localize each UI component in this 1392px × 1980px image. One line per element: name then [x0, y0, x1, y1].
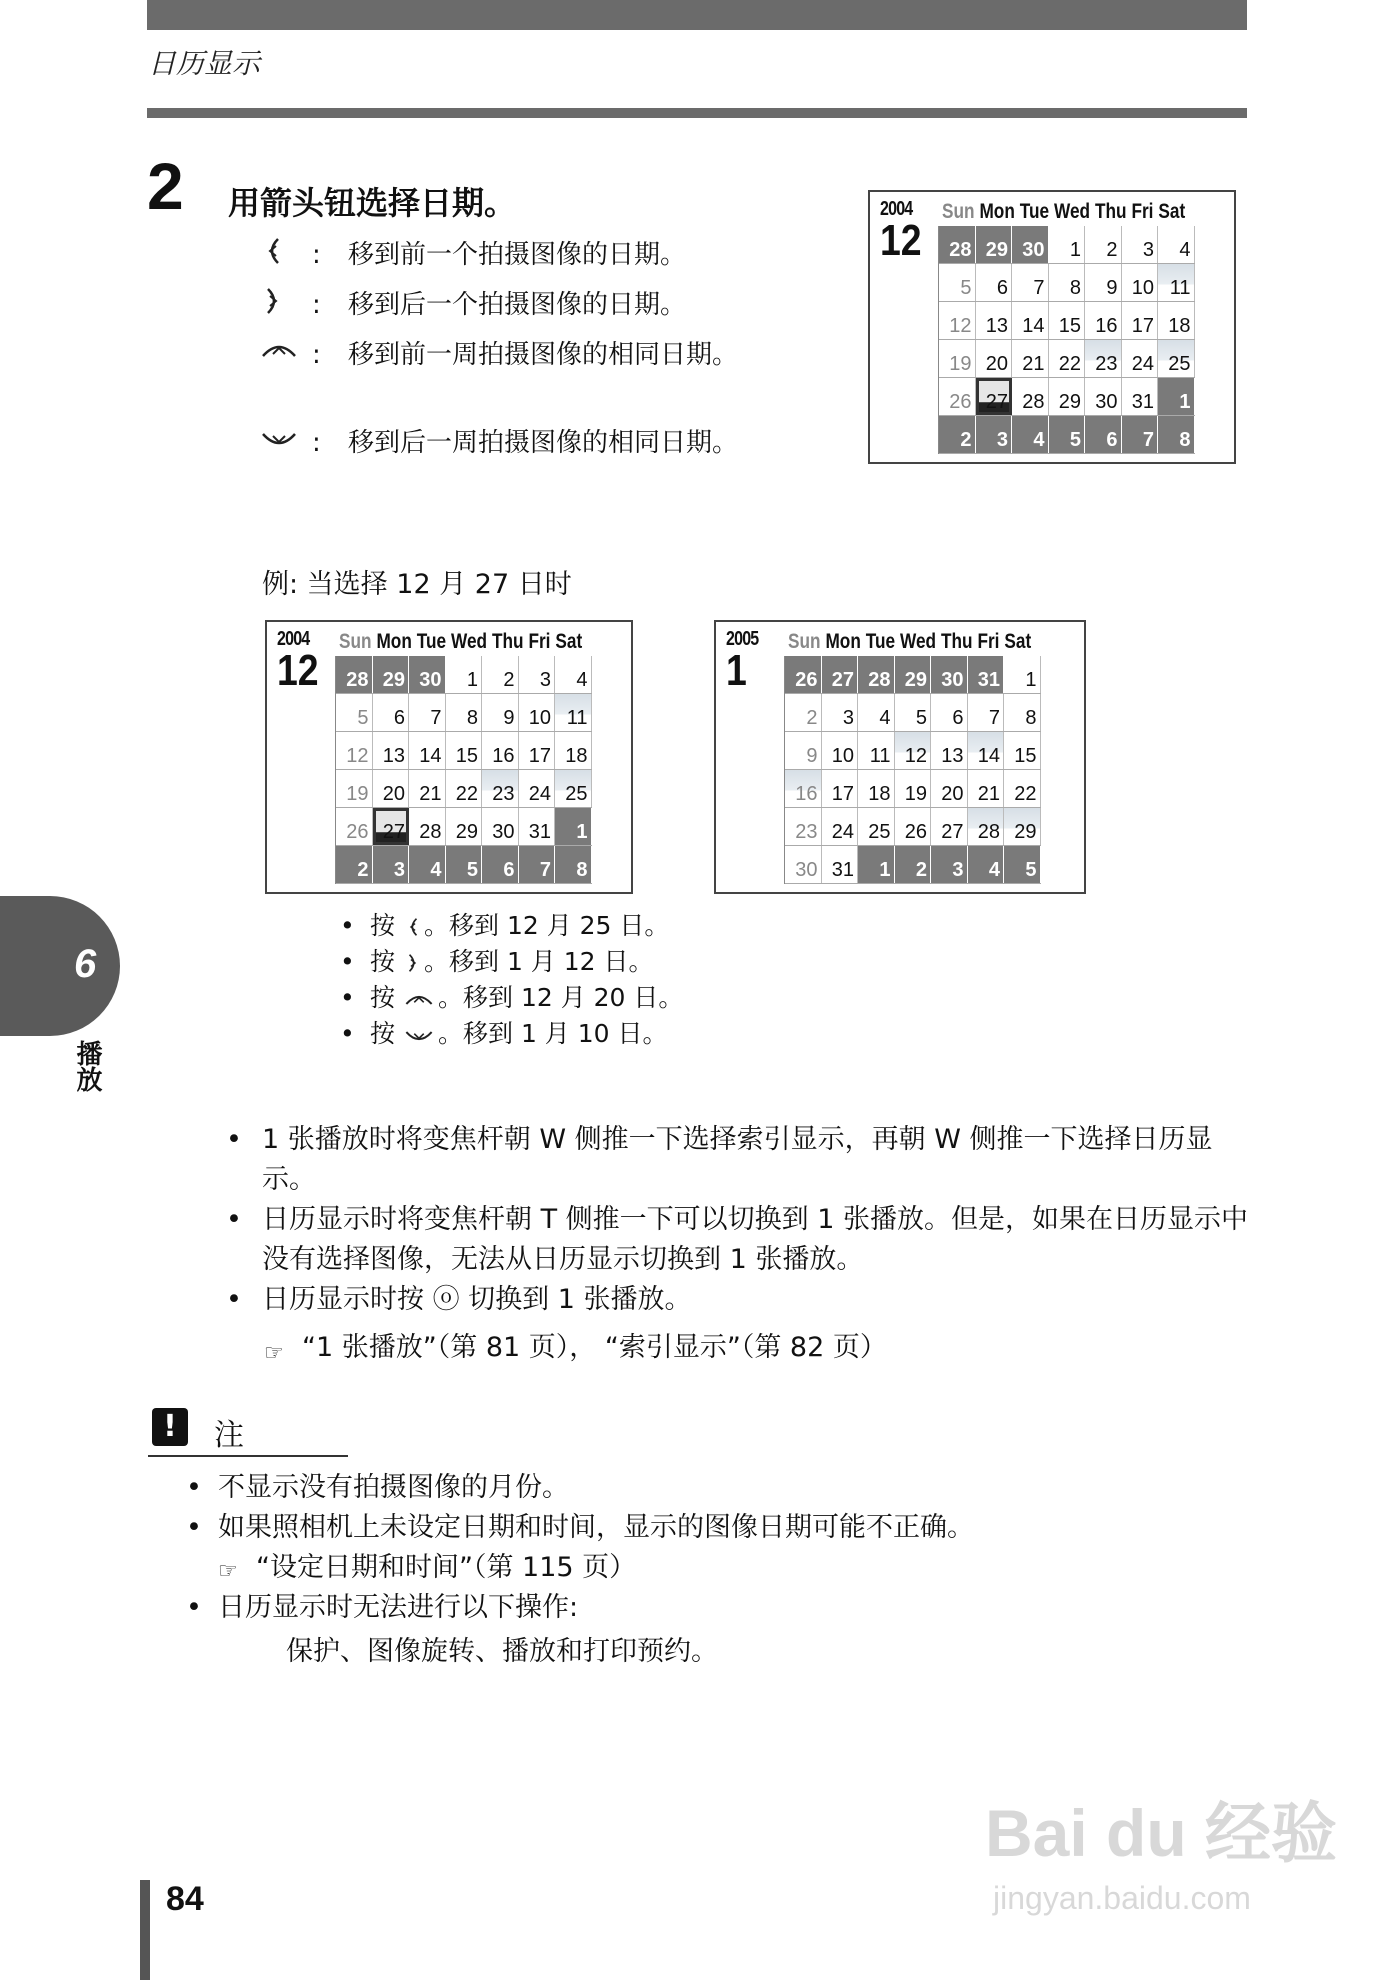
calendar-day-cell[interactable]: 12 [895, 732, 932, 769]
calendar-day-cell[interactable]: 7 [519, 846, 556, 883]
calendar-year: 2004 [880, 198, 913, 220]
calendar-day-cell[interactable]: 29 [895, 656, 932, 693]
list-item: • 1 张播放时将变焦杆朝 W 侧推一下选择索引显示，再朝 W 侧推一下选择日历显示。 [226, 1124, 1213, 1195]
weekday-label: Mon [376, 630, 412, 653]
calendar-day-cell[interactable]: 12 [939, 302, 976, 339]
calendar-week-row [785, 846, 1041, 884]
reference-line [222, 1328, 1252, 1368]
list-item: • 日历显示时将变焦杆朝 T 侧推一下可以切换到 1 张播放。但是，如果在日历显示中没有选择图像，无法从日历显示切换到 1 张播放。 [226, 1204, 1248, 1275]
calendar-day-cell[interactable]: 31 [1122, 378, 1159, 415]
calendar-day-cell[interactable]: 20 [931, 770, 968, 807]
calendar-day-cell[interactable]: 28 [858, 656, 895, 693]
calendar-day-cell[interactable]: 15 [1049, 302, 1086, 339]
calendar-day-cell[interactable]: 25 [858, 808, 895, 845]
calendar-day-cell[interactable]: 29 [373, 656, 410, 693]
calendar-day-cell[interactable]: 9 [1085, 264, 1122, 301]
calendar-day-cell[interactable]: 14 [1012, 302, 1049, 339]
calendar-week-row [785, 656, 1041, 694]
down-arrow-button-icon [404, 1024, 434, 1048]
page-bar [140, 1880, 150, 1980]
calendar-day-cell[interactable]: 21 [409, 770, 446, 807]
calendar-week-row [785, 808, 1041, 846]
calendar-day-cell[interactable]: 23 [785, 808, 822, 845]
calendar-weekday-header [339, 630, 587, 654]
calendar-day-cell[interactable]: 19 [895, 770, 932, 807]
calendar-day-cell[interactable]: 17 [822, 770, 859, 807]
watermark-logo: Bai du 经验 [985, 1796, 1338, 1870]
calendar-week-row [336, 732, 592, 770]
step-title: 用箭头钮选择日期。 [228, 184, 517, 222]
calendar-day-cell[interactable]: 11 [555, 694, 592, 731]
calendar-day-cell[interactable]: 3 [931, 846, 968, 883]
chapter-label: 播放 [72, 1040, 102, 1092]
left-arrow-button-icon [404, 914, 422, 940]
instruction-item: : 移到后一周拍摄图像的相同日期。 [260, 424, 760, 504]
calendar-grid [938, 226, 1195, 454]
calendar-day-cell[interactable]: 22 [1049, 340, 1086, 377]
calendar-day-cell[interactable]: 24 [1122, 340, 1159, 377]
calendar-day-cell[interactable]: 30 [785, 846, 822, 883]
calendar-day-cell[interactable]: 8 [1049, 264, 1086, 301]
calendar-day-cell[interactable]: 3 [1122, 226, 1159, 263]
header-bar [147, 0, 1247, 30]
weekday-label: Sat [1158, 200, 1186, 223]
calendar-day-cell[interactable]: 17 [1122, 302, 1159, 339]
calendar-day-cell[interactable]: 19 [336, 770, 373, 807]
section-title: 日历显示 [148, 47, 261, 80]
calendar-day-cell[interactable]: 5 [939, 264, 976, 301]
calendar-day-cell[interactable]: 10 [519, 694, 556, 731]
weekday-label: Sun [339, 630, 372, 653]
calendar-day-cell[interactable]: 30 [931, 656, 968, 693]
calendar-day-cell[interactable]: 16 [1085, 302, 1122, 339]
weekday-label: Tue [416, 630, 447, 653]
calendar-day-cell[interactable]: 23 [1085, 340, 1122, 377]
page-number: 84 [166, 1880, 204, 1918]
weekday-label: Sun [788, 630, 821, 653]
calendar-day-cell[interactable]: 13 [373, 732, 410, 769]
calendar-grid [335, 656, 592, 884]
weekday-label: Tue [865, 630, 896, 653]
calendar-day-cell[interactable]: 2 [1085, 226, 1122, 263]
calendar-day-cell[interactable]: 29 [1049, 378, 1086, 415]
calendar-day-cell[interactable]: 15 [446, 732, 483, 769]
calendar-day-cell[interactable]: 8 [446, 694, 483, 731]
calendar-day-cell[interactable]: 10 [822, 732, 859, 769]
calendar-day-cell[interactable]: 4 [858, 694, 895, 731]
calendar-day-cell[interactable]: 24 [519, 770, 556, 807]
calendar-day-cell[interactable]: 2 [939, 416, 976, 453]
calendar-day-cell[interactable]: 2 [895, 846, 932, 883]
list-item: • 日历显示时按 ⓞ 切换到 1 张播放。 [226, 1284, 692, 1315]
calendar-day-cell[interactable]: 23 [482, 770, 519, 807]
calendar-day-cell[interactable]: 20 [976, 340, 1013, 377]
calendar-day-cell[interactable]: 16 [482, 732, 519, 769]
calendar-2005-1 [714, 620, 1086, 894]
weekday-label: Fri [977, 630, 1000, 653]
calendar-2004-12-top [868, 190, 1236, 464]
calendar-day-cell[interactable]: 5 [1049, 416, 1086, 453]
example-bullets [340, 908, 840, 1052]
calendar-day-cell[interactable]: 30 [1012, 226, 1049, 263]
calendar-day-cell[interactable]: 31 [968, 656, 1005, 693]
calendar-day-cell[interactable]: 29 [446, 808, 483, 845]
calendar-day-cell[interactable]: 18 [1158, 302, 1195, 339]
tip-text: 日历显示时按 ⓞ 切换到 1 张播放。 [262, 1284, 692, 1315]
tip-text: 日历显示时将变焦杆朝 T 侧推一下可以切换到 1 张播放。但是，如果在日历显示中没有选择图像，无法从日历显示切换到 1 张播放。 [262, 1204, 1248, 1275]
calendar-day-cell[interactable]: 13 [976, 302, 1013, 339]
calendar-day-cell[interactable]: 27 [931, 808, 968, 845]
calendar-day-cell[interactable]: 17 [519, 732, 556, 769]
calendar-week-row [785, 770, 1041, 808]
calendar-day-cell[interactable]: 8 [555, 846, 592, 883]
up-arrow-button-icon [404, 988, 434, 1012]
calendar-day-cell[interactable]: 3 [976, 416, 1013, 453]
calendar-day-cell[interactable]: 20 [373, 770, 410, 807]
calendar-day-cell[interactable]: 6 [931, 694, 968, 731]
warning-icon: ! [152, 1408, 188, 1446]
calendar-week-row [336, 656, 592, 694]
list-item: • 按 。移到 12 月 20 日。 [340, 983, 684, 1012]
calendar-day-cell[interactable]: 11 [858, 732, 895, 769]
calendar-day-cell[interactable]: 6 [1085, 416, 1122, 453]
calendar-day-cell[interactable]: 10 [1122, 264, 1159, 301]
calendar-weekday-header [942, 200, 1190, 224]
calendar-day-cell[interactable]: 27 [976, 378, 1013, 415]
calendar-day-cell[interactable]: 6 [482, 846, 519, 883]
calendar-day-cell[interactable]: 11 [1158, 264, 1195, 301]
calendar-day-cell[interactable]: 15 [1004, 732, 1041, 769]
calendar-day-cell[interactable]: 18 [858, 770, 895, 807]
calendar-day-cell[interactable]: 6 [976, 264, 1013, 301]
right-arrow-button-icon [404, 950, 422, 976]
weekday-label: Thu [491, 630, 524, 653]
calendar-month: 1 [726, 646, 747, 695]
calendar-day-cell[interactable]: 14 [409, 732, 446, 769]
calendar-day-cell[interactable]: 5 [895, 694, 932, 731]
watermark-url: jingyan.baidu.com [993, 1880, 1251, 1916]
calendar-day-cell[interactable]: 16 [785, 770, 822, 807]
right-arrow-button-icon [260, 286, 286, 316]
list-item: • 不显示没有拍摄图像的月份。 [186, 1472, 569, 1503]
chapter-tab [0, 896, 120, 1036]
weekday-label: Wed [1054, 200, 1091, 223]
instruction-item: : 移到前一周拍摄图像的相同日期。 [260, 336, 760, 416]
calendar-day-cell[interactable]: 7 [1012, 264, 1049, 301]
calendar-year: 2005 [726, 628, 759, 650]
instruction-text: 移到后一个拍摄图像的日期。 [348, 290, 687, 320]
calendar-day-cell[interactable]: 28 [409, 808, 446, 845]
instruction-text: 移到前一周拍摄图像的相同日期。 [348, 340, 739, 370]
left-arrow-button-icon [260, 236, 286, 266]
calendar-day-cell[interactable]: 27 [373, 808, 410, 845]
calendar-day-cell[interactable]: 26 [895, 808, 932, 845]
calendar-day-cell[interactable]: 1 [1158, 378, 1195, 415]
calendar-day-cell[interactable]: 30 [1085, 378, 1122, 415]
calendar-day-cell[interactable]: 4 [968, 846, 1005, 883]
list-item: • 按 。移到 1 月 12 日。 [340, 947, 654, 976]
calendar-week-row [336, 846, 592, 884]
calendar-day-cell[interactable]: 4 [1012, 416, 1049, 453]
weekday-label: Fri [1131, 200, 1154, 223]
calendar-week-row [336, 694, 592, 732]
chapter-number: 6 [74, 942, 97, 986]
note-rule [148, 1455, 348, 1457]
calendar-day-cell[interactable]: 1 [1004, 656, 1041, 693]
calendar-day-cell[interactable]: 6 [373, 694, 410, 731]
weekday-label: Sun [942, 200, 975, 223]
calendar-day-cell[interactable]: 22 [1004, 770, 1041, 807]
calendar-week-row [939, 378, 1195, 416]
calendar-day-cell[interactable]: 29 [1004, 808, 1041, 845]
weekday-label: Tue [1019, 200, 1050, 223]
calendar-day-cell[interactable]: 1 [446, 656, 483, 693]
instruction-item: : 移到后一个拍摄图像的日期。 [260, 286, 760, 326]
list-item: • 按 。移到 1 月 10 日。 [340, 1019, 668, 1048]
calendar-week-row [785, 732, 1041, 770]
reference-line: ☞ “设定日期和时间”（第 115 页） [182, 1548, 1242, 1588]
weekday-label: Sat [555, 630, 583, 653]
weekday-label: Thu [1094, 200, 1127, 223]
calendar-week-row [336, 808, 592, 846]
calendar-day-cell[interactable]: 29 [976, 226, 1013, 263]
weekday-label: Thu [940, 630, 973, 653]
calendar-day-cell[interactable]: 26 [336, 808, 373, 845]
calendar-day-cell[interactable]: 18 [555, 732, 592, 769]
calendar-day-cell[interactable]: 26 [939, 378, 976, 415]
calendar-day-cell[interactable]: 5 [446, 846, 483, 883]
weekday-label: Wed [451, 630, 488, 653]
calendar-day-cell[interactable]: 3 [373, 846, 410, 883]
calendar-day-cell[interactable]: 14 [968, 732, 1005, 769]
calendar-day-cell[interactable]: 5 [1004, 846, 1041, 883]
calendar-day-cell[interactable]: 2 [336, 846, 373, 883]
list-item: • 日历显示时无法进行以下操作: [186, 1592, 579, 1623]
instruction-item: : 移到前一个拍摄图像的日期。 [260, 236, 760, 276]
calendar-week-row [939, 226, 1195, 264]
calendar-week-row [939, 340, 1195, 378]
header-rule [147, 108, 1247, 118]
calendar-day-cell[interactable]: 9 [482, 694, 519, 731]
calendar-week-row [939, 302, 1195, 340]
calendar-day-cell[interactable]: 8 [1158, 416, 1195, 453]
calendar-day-cell[interactable]: 24 [822, 808, 859, 845]
note-sub: 保护、图像旋转、播放和打印预约。 [286, 1636, 718, 1667]
calendar-day-cell[interactable]: 1 [555, 808, 592, 845]
calendar-week-row [939, 264, 1195, 302]
calendar-day-cell[interactable]: 4 [409, 846, 446, 883]
calendar-day-cell[interactable]: 28 [1012, 378, 1049, 415]
calendar-day-cell[interactable]: 26 [785, 656, 822, 693]
note-list [182, 1468, 1242, 1672]
calendar-day-cell[interactable]: 9 [785, 732, 822, 769]
calendar-day-cell[interactable]: 3 [519, 656, 556, 693]
calendar-day-cell[interactable]: 1 [858, 846, 895, 883]
calendar-day-cell[interactable]: 5 [336, 694, 373, 731]
calendar-day-cell[interactable]: 4 [1158, 226, 1195, 263]
calendar-day-cell[interactable]: 31 [822, 846, 859, 883]
calendar-day-cell[interactable]: 28 [968, 808, 1005, 845]
pointing-hand-icon: ☞ [264, 1341, 284, 1366]
calendar-day-cell[interactable]: 7 [409, 694, 446, 731]
list-item: • 按 。移到 12 月 25 日。 [340, 911, 670, 940]
calendar-day-cell[interactable]: 2 [482, 656, 519, 693]
list-item: • 如果照相机上未设定日期和时间，显示的图像日期可能不正确。 [186, 1512, 974, 1543]
calendar-day-cell[interactable]: 7 [1122, 416, 1159, 453]
calendar-day-cell[interactable]: 25 [555, 770, 592, 807]
calendar-day-cell[interactable]: 28 [336, 656, 373, 693]
calendar-day-cell[interactable]: 22 [446, 770, 483, 807]
weekday-label: Fri [528, 630, 551, 653]
calendar-weekday-header [788, 630, 1036, 654]
pointing-hand-icon: ☞ [218, 1559, 238, 1584]
tip-text: 1 张播放时将变焦杆朝 W 侧推一下选择索引显示，再朝 W 侧推一下选择日历显示。 [262, 1124, 1213, 1195]
calendar-day-cell[interactable]: 3 [822, 694, 859, 731]
calendar-week-row [785, 694, 1041, 732]
instruction-text: 移到后一周拍摄图像的相同日期。 [348, 428, 739, 458]
calendar-day-cell[interactable]: 12 [336, 732, 373, 769]
tips-list [222, 1120, 1252, 1368]
calendar-day-cell[interactable]: 7 [968, 694, 1005, 731]
calendar-day-cell[interactable]: 28 [939, 226, 976, 263]
calendar-day-cell[interactable]: 2 [785, 694, 822, 731]
calendar-2004-12 [265, 620, 633, 894]
calendar-day-cell[interactable]: 21 [1012, 340, 1049, 377]
step-number: 2 [147, 149, 184, 223]
note-title: 注 [214, 1418, 244, 1453]
calendar-day-cell[interactable]: 4 [555, 656, 592, 693]
calendar-day-cell[interactable]: 13 [931, 732, 968, 769]
up-arrow-button-icon [260, 336, 298, 366]
calendar-week-row [939, 416, 1195, 454]
instruction-text: 移到前一个拍摄图像的日期。 [348, 240, 687, 270]
calendar-day-cell[interactable]: 30 [409, 656, 446, 693]
calendar-year: 2004 [277, 628, 310, 650]
weekday-label: Wed [900, 630, 937, 653]
calendar-day-cell[interactable]: 25 [1158, 340, 1195, 377]
calendar-day-cell[interactable]: 8 [1004, 694, 1041, 731]
calendar-day-cell[interactable]: 27 [822, 656, 859, 693]
down-arrow-button-icon [260, 424, 298, 454]
calendar-month: 12 [880, 216, 922, 265]
calendar-grid [784, 656, 1041, 884]
reference-text: “1 张播放”（第 81 页）， “索引显示”（第 82 页） [302, 1332, 887, 1363]
calendar-day-cell[interactable]: 21 [968, 770, 1005, 807]
weekday-label: Sat [1004, 630, 1032, 653]
calendar-day-cell[interactable]: 19 [939, 340, 976, 377]
calendar-day-cell[interactable]: 31 [519, 808, 556, 845]
calendar-week-row [336, 770, 592, 808]
example-label: 例: 当选择 12 月 27 日时 [262, 569, 572, 600]
calendar-day-cell[interactable]: 30 [482, 808, 519, 845]
calendar-day-cell[interactable]: 1 [1049, 226, 1086, 263]
calendar-month: 12 [277, 646, 319, 695]
weekday-label: Mon [825, 630, 861, 653]
weekday-label: Mon [979, 200, 1015, 223]
